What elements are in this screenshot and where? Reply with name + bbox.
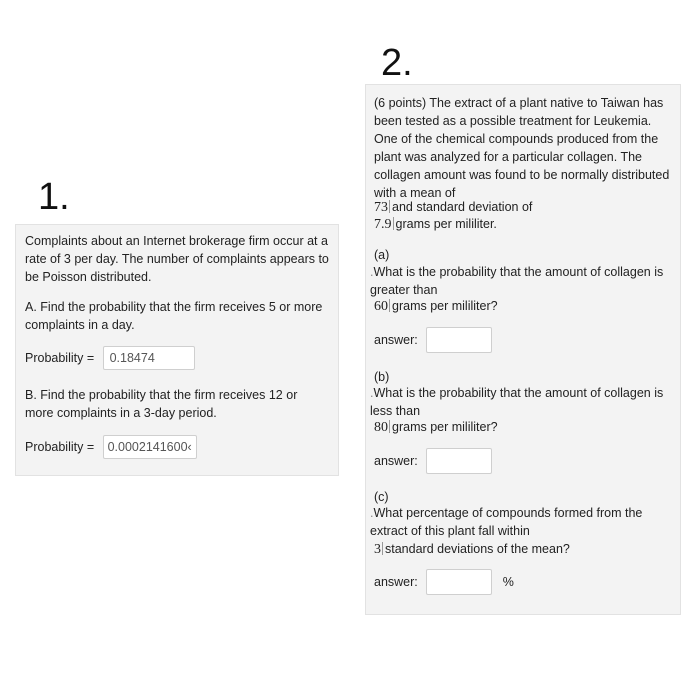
answer-c-label: answer:	[374, 575, 418, 590]
question-2-number: 2.	[381, 42, 413, 84]
part-a-value: 60	[374, 299, 388, 314]
part-c-dot: .	[370, 506, 374, 520]
part-b-value-row	[374, 418, 498, 437]
answer-a-row	[374, 327, 492, 353]
part-c-label: (c)	[374, 490, 389, 504]
part-c-cursor	[382, 542, 383, 555]
sd-value: 7.9	[374, 217, 392, 232]
question-1-part-a: A. Find the probability that the firm receives 5 or more complaints in a day.	[25, 300, 323, 332]
part-b-value: 80	[374, 420, 388, 435]
mean-cursor	[389, 200, 390, 213]
part-c-value: 3	[374, 542, 381, 557]
probability-b-input[interactable]: 0.0002141600‹	[103, 435, 197, 459]
percent-sign: %	[502, 575, 514, 590]
part-b-label: (b)	[374, 370, 390, 384]
probability-a-row	[25, 346, 195, 370]
question-1-number: 1.	[38, 176, 70, 218]
sd-row	[374, 215, 497, 234]
answer-c-input[interactable]	[426, 569, 492, 595]
answer-a-label: answer:	[374, 333, 418, 348]
part-b-text-row	[370, 384, 674, 420]
probability-a-input[interactable]: 0.18474	[103, 346, 195, 370]
units-text: grams per mililiter.	[395, 217, 497, 231]
part-b-text: What is the probability that the amount of collagen is less than	[370, 386, 664, 418]
part-b-cursor	[389, 420, 390, 433]
part-a-text: What is the probability that the amount of collagen is greater than	[370, 265, 664, 297]
answer-a-input[interactable]	[426, 327, 492, 353]
part-a-dot: .	[370, 265, 374, 279]
probability-b-row	[25, 435, 197, 459]
part-c-text: What percentage of compounds formed from the extract of this plant fall within	[370, 506, 643, 538]
part-a-cursor	[389, 299, 390, 312]
question-1-part-b: B. Find the probability that the firm receives 12 or more complaints in a 3-day period.	[25, 388, 298, 420]
probability-a-label: Probability =	[25, 351, 95, 366]
question-2-panel	[365, 84, 681, 615]
answer-c-row	[374, 569, 514, 595]
part-b-dot: .	[370, 386, 374, 400]
part-a-units: grams per mililiter?	[392, 299, 498, 313]
part-c-text-row	[370, 504, 660, 540]
question-1-intro: Complaints about an Internet brokerage firm occur at a rate of 3 per day. The number of complaints appears to be Poisson distributed.	[25, 234, 329, 284]
part-a-label: (a)	[374, 248, 390, 262]
part-b-units: grams per mililiter?	[392, 420, 498, 434]
probability-b-label: Probability =	[25, 440, 95, 455]
question-1-panel	[15, 224, 339, 476]
part-a-value-row	[374, 297, 498, 316]
answer-b-input[interactable]	[426, 448, 492, 474]
answer-b-row	[374, 448, 492, 474]
sd-text: and standard deviation of	[392, 200, 533, 214]
question-2-intro: (6 points) The extract of a plant native to Taiwan has been tested as a possible treatment for Leukemia. One of the chemical compounds produced from the plant was analyzed for a particular collagen. The collagen amount was found to be normally distributed with a mean of	[374, 96, 670, 200]
sd-cursor	[393, 217, 394, 230]
mean-value: 73	[374, 200, 388, 215]
answer-b-label: answer:	[374, 454, 418, 469]
part-a-text-row	[370, 263, 674, 299]
part-c-value-row	[374, 540, 570, 559]
part-c-units: standard deviations of the mean?	[385, 542, 570, 556]
